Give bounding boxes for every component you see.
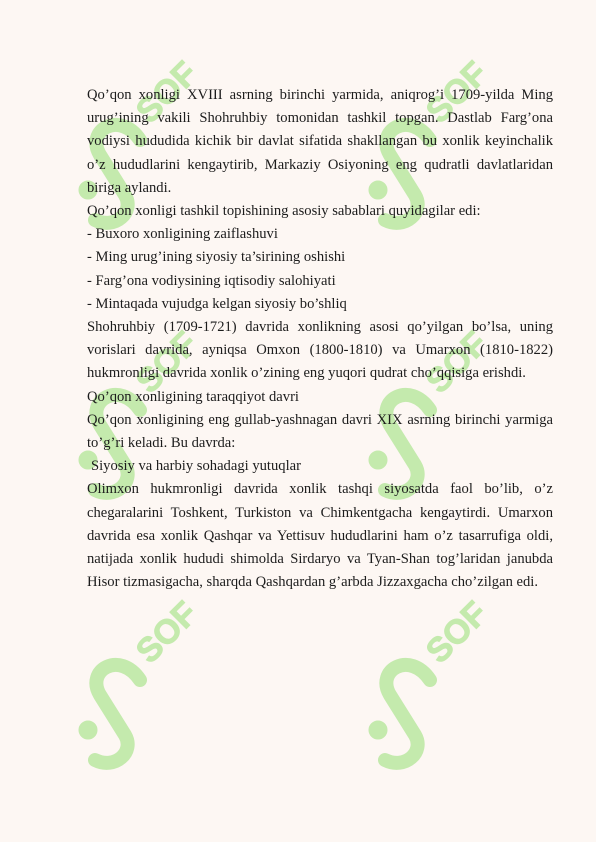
paragraph-expansion: Olimxon hukmronligi davrida xonlik tashqi siyosatda faol bo’lib, o’z chegaralarini Toshkent, Turkiston va Chimkentgacha kengaytirdi. Umarxon davrida esa xonlik Qashqar va Yettisuv hududlarini ham o’z tasarrufiga oldi, natijada xonlik hududi shimolda Sirdaryo va Tyan-Shan tog’laridan janubda Hisor tizmasigacha, sharqda Qashqardan g’arbda Jizzaxgacha cho’zilgan edi. [87, 481, 553, 591]
subheading-achievements: Siyosiy va harbiy sohadagi yutuqlar [91, 458, 301, 475]
list-item-1: - Buxoro xonligining zaiflashuvi [87, 226, 278, 243]
paragraph-golden-age: Qo’qon xonligining eng gullab-yashnagan davri XIX asrning birinchi yarmiga to’g’ri keladi. Bu davrda: [87, 411, 553, 452]
list-item-3: - Farg’ona vodiysining iqtisodiy salohiyati [87, 272, 336, 289]
document-body [87, 84, 553, 594]
paragraph-intro: Qo’qon xonligi XVIII asrning birinchi yarmida, aniqrog’i 1709-yilda Ming urug’ining vakili Shohruhbiy tomonidan tashkil topgan. Dastlab Farg’ona vodiysi hududida kichik bir davlat sifatida shakllangan bu xonlik keyinchalik o’z hududlarini kengaytirib, Markaziy Osiyoning eng qudratli davlatlaridan biriga aylandi. [87, 87, 553, 196]
list-item-2: - Ming urug’ining siyosiy ta’sirining oshishi [87, 249, 346, 266]
section-heading-development: Qo’qon xonligining taraqqiyot davri [87, 388, 299, 405]
paragraph-causes-heading: Qo’qon xonligi tashkil topishining asosiy sabablari quyidagilar edi: [87, 203, 481, 220]
paragraph-rulers: Shohruhbiy (1709-1721) davrida xonlikning asosi qo’yilgan bo’lsa, uning vorislari davrida, ayniqsa Omxon (1800-1810) va Umarxon (1810-1822) hukmronligi davrida xonlik o’zining eng yuqori qudrat cho’qqisiga erishdi. [87, 319, 553, 382]
list-item-4: - Mintaqada vujudga kelgan siyosiy bo’shliq [87, 295, 347, 312]
